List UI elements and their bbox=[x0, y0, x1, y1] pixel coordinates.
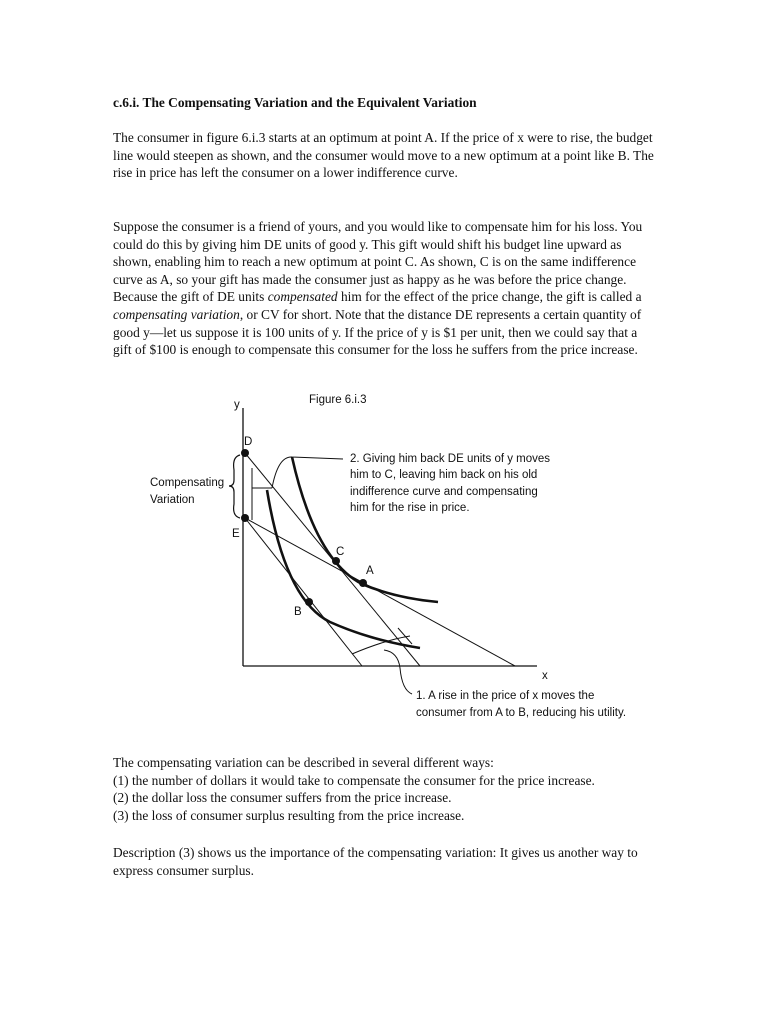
paragraph-2-text-c: , or CV for short. Note that the distance DE represents a certain quantity of good y—let us suppose it is 100 units of y. If the price of y is $1 per unit, then we could say that a gift of $100 is enough to compensate this consumer for the loss he suffers from the price increase. bbox=[113, 306, 642, 358]
point-a bbox=[359, 579, 367, 587]
paragraph-3-intro: The compensating variation can be described in several different ways: bbox=[113, 755, 494, 770]
paragraph-2-text-b: him for the effect of the price change, the gift is called a bbox=[337, 289, 642, 305]
paragraph-3 bbox=[113, 754, 658, 824]
annotation-2-leader bbox=[272, 457, 343, 488]
point-d bbox=[241, 449, 249, 457]
paragraph-2-emphasis-compensated: compensated bbox=[267, 289, 338, 305]
list-item: (2) the dollar loss the consumer suffers from the price increase. bbox=[113, 790, 452, 806]
annotation-1-line1: 1. A rise in the price of x moves the bbox=[416, 690, 595, 702]
bracket-label-line1: Compensating bbox=[150, 477, 225, 489]
annotation-2-line3: indifference curve and compensating bbox=[350, 486, 538, 498]
de-bracket bbox=[229, 455, 240, 518]
paragraph-4: Description (3) shows us the importance of the compensating variation: It gives us another way to express consumer surplus. bbox=[113, 845, 638, 878]
annotation-2-line1: 2. Giving him back DE units of y moves bbox=[350, 453, 551, 465]
annotation-1-line2: consumer from A to B, reducing his utility. bbox=[416, 707, 627, 719]
label-c: C bbox=[336, 546, 345, 558]
point-e bbox=[241, 514, 249, 522]
annotation-1-leader bbox=[384, 650, 412, 694]
list-item: (3) the loss of consumer surplus resulting from the price increase. bbox=[113, 807, 465, 823]
new-budget-line bbox=[245, 518, 362, 666]
point-b bbox=[305, 598, 313, 606]
annotation-2-line2: him to C, leaving him back on his old bbox=[350, 469, 538, 481]
bracket-label-line2: Variation bbox=[150, 494, 195, 506]
label-e: E bbox=[232, 528, 240, 540]
x-axis-label: x bbox=[542, 670, 548, 682]
y-axis-label: y bbox=[234, 399, 240, 411]
list-item: (1) the number of dollars it would take to compensate the consumer for the price increase. bbox=[113, 772, 595, 788]
section-heading: c.6.i. The Compensating Variation and the Equivalent Variation bbox=[113, 95, 477, 110]
label-a: A bbox=[366, 565, 374, 577]
point-c bbox=[332, 557, 340, 565]
paragraph-2-emphasis-cv: compensating variation bbox=[113, 306, 240, 322]
annotation-2-line4: him for the rise in price. bbox=[350, 502, 470, 514]
paragraph-1: The consumer in figure 6.i.3 starts at an optimum at point A. If the price of x were to rise, the budget line would steepen as shown, and the consumer would move to a new optimum at a point like B. The rise in price has left the consumer on a lower indifference curve. bbox=[113, 130, 654, 181]
figure-title: Figure 6.i.3 bbox=[309, 394, 367, 406]
label-b: B bbox=[294, 606, 302, 618]
paragraph-2-text-a: Suppose the consumer is a friend of yours, and you would like to compensate him for his loss. You could do this by giving him DE units of good y. This gift would shift his budget line upward as shown, enabling him to reach a new optimum at point C. As shown, C is on the same indifference curve as A, so your gift has made the consumer just as happy as he was before the price change. Because the gift of DE units bbox=[113, 219, 643, 305]
label-d: D bbox=[244, 436, 253, 448]
